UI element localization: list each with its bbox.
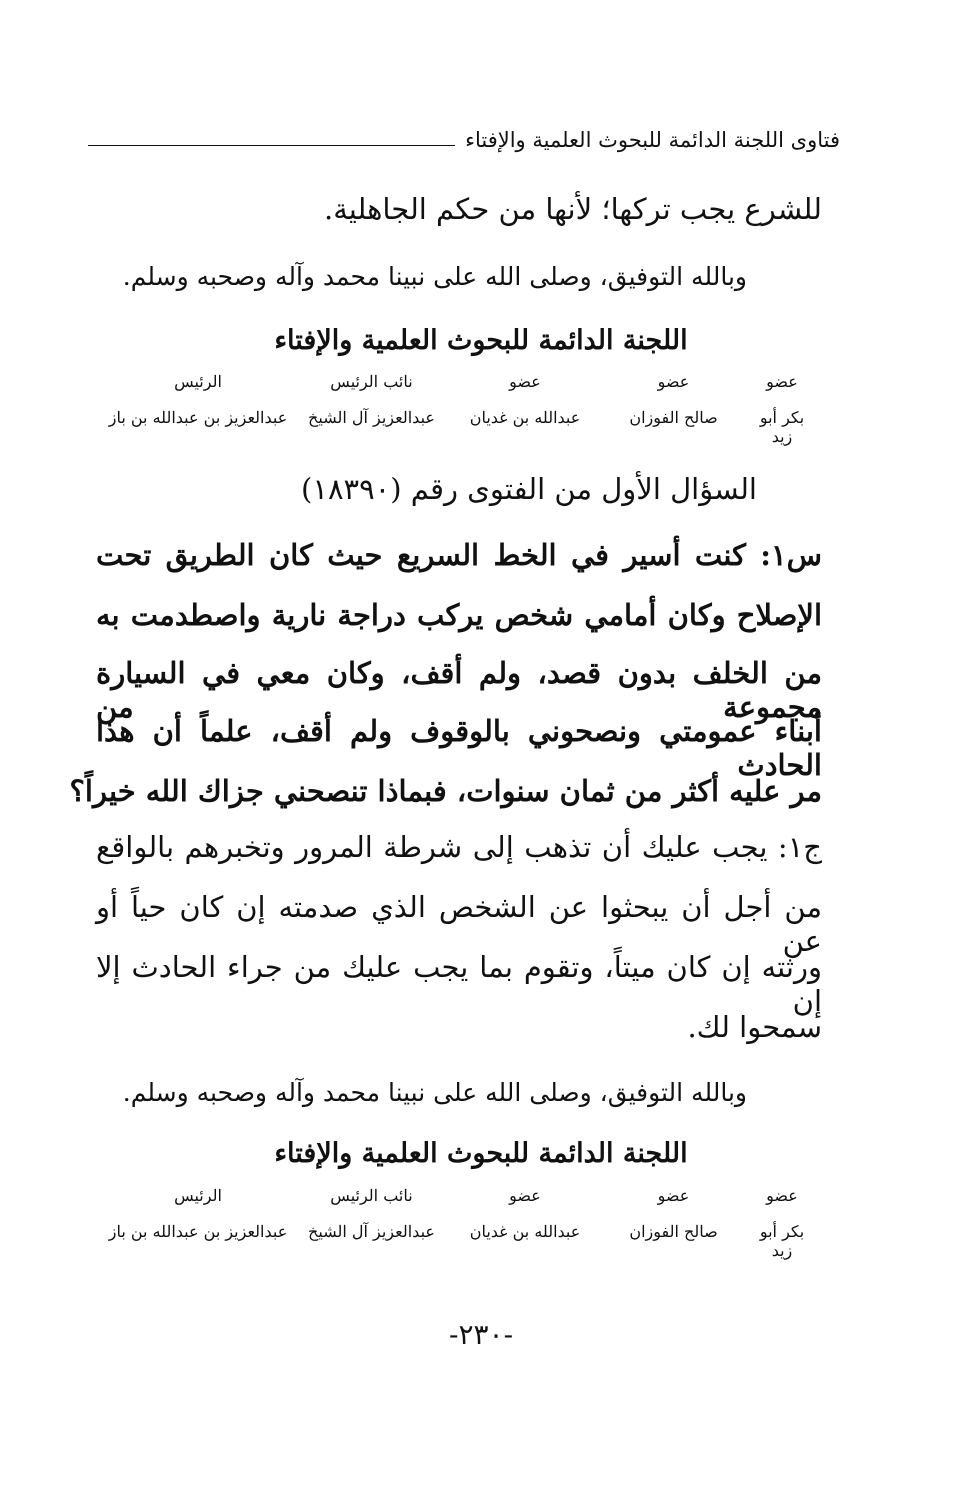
signature-roles-1 <box>108 372 812 391</box>
signature-names-2 <box>108 1222 812 1260</box>
answer-line: سمحوا لك. <box>687 1010 822 1044</box>
question-line: أبناء عمومتي ونصحوني بالوقوف ولم أقف، علماً أن هذا الحادث <box>96 714 822 782</box>
page-number: -٢٣٠- <box>448 1318 514 1351</box>
answer-line: من أجل أن يبحثوا عن الشخص الذي صدمته إن كان حياً أو عن <box>96 890 822 958</box>
signature-role: عضو <box>657 372 690 391</box>
signature-role: الرئيس <box>174 372 222 391</box>
signature-role: الرئيس <box>174 1186 222 1205</box>
signature-role: نائب الرئيس <box>330 372 413 391</box>
running-title: فتاوى اللجنة الدائمة للبحوث العلمية والإفتاء <box>465 128 840 152</box>
closing-line-1: وبالله التوفيق، وصلى الله على نبينا محمد وآله وصحبه وسلم. <box>122 262 747 291</box>
signature-name: عبدالعزيز بن عبدالله بن باز <box>108 1222 288 1241</box>
signature-name: صالح الفوزان <box>629 1222 718 1241</box>
signature-role: عضو <box>766 1186 798 1205</box>
signature-role: نائب الرئيس <box>330 1186 413 1205</box>
signature-name: صالح الفوزان <box>629 408 718 427</box>
signature-role: عضو <box>766 372 798 391</box>
question-line: الإصلاح وكان أمامي شخص يركب دراجة نارية واصطدمت به <box>96 598 822 632</box>
question-line: مر عليه أكثر من ثمان سنوات، فبماذا تنصحني جزاك الله خيراً؟ <box>69 774 822 808</box>
question-line: من الخلف بدون قصد، ولم أقف، وكان معي في السيارة مجموعة من <box>96 656 822 724</box>
question-line: س١: كنت أسير في الخط السريع حيث كان الطريق تحت <box>96 538 822 572</box>
signature-name: عبدالله بن غديان <box>469 408 581 427</box>
closing-line-2: وبالله التوفيق، وصلى الله على نبينا محمد وآله وصحبه وسلم. <box>122 1078 747 1107</box>
signature-names-1 <box>108 408 812 446</box>
signature-role: عضو <box>657 1186 690 1205</box>
continuation-line: للشرع يجب تركها؛ لأنها من حكم الجاهلية. <box>323 192 822 226</box>
header-rule <box>88 145 455 146</box>
signature-name: عبدالعزيز بن عبدالله بن باز <box>108 408 288 427</box>
committee-title-1: اللجنة الدائمة للبحوث العلمية والإفتاء <box>274 325 688 356</box>
signature-role: عضو <box>509 1186 541 1205</box>
answer-line: ورثته إن كان ميتاً، وتقوم بما يجب عليك من جراء الحادث إلا إن <box>96 950 822 1018</box>
signature-roles-2 <box>108 1186 812 1205</box>
signature-name: بكر أبو زيد <box>759 408 805 446</box>
answer-line: ج١: يجب عليك أن تذهب إلى شرطة المرور وتخبرهم بالواقع <box>96 830 822 864</box>
signature-name: عبدالله بن غديان <box>469 1222 581 1241</box>
running-header <box>88 128 840 152</box>
signature-name: عبدالعزيز آل الشيخ <box>308 1222 435 1241</box>
signature-name: عبدالعزيز آل الشيخ <box>308 408 435 427</box>
committee-title-2: اللجنة الدائمة للبحوث العلمية والإفتاء <box>274 1138 688 1169</box>
question-heading: السؤال الأول من الفتوى رقم (١٨٣٩٠) <box>301 472 757 506</box>
signature-name: بكر أبو زيد <box>759 1222 805 1260</box>
signature-role: عضو <box>509 372 541 391</box>
